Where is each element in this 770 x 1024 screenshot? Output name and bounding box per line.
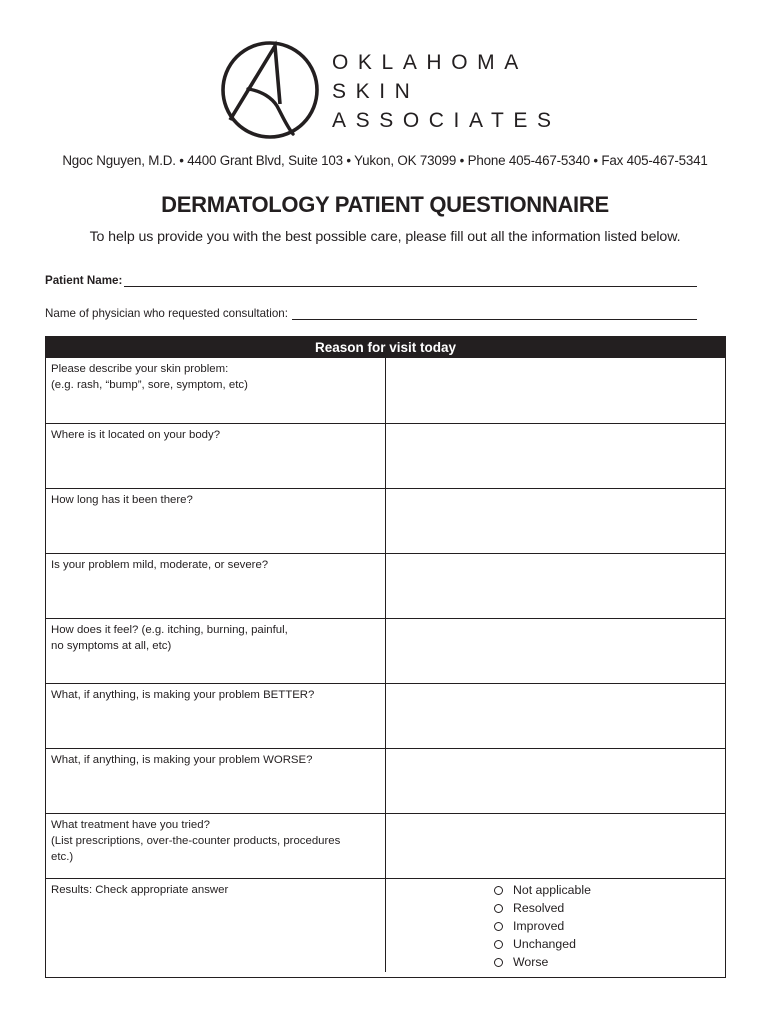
option-label: Improved: [513, 919, 565, 933]
table-row: [46, 423, 725, 488]
table-row: [46, 683, 725, 748]
answer-duration[interactable]: [386, 489, 725, 553]
practice-name-line-3: ASSOCIATES: [332, 109, 561, 132]
question-duration: How long has it been there?: [46, 489, 386, 553]
intro-text: To help us provide you with the best possible care, please fill out all the information listed below.: [89, 229, 681, 245]
option-label: Unchanged: [513, 937, 576, 951]
patient-name-field[interactable]: [45, 271, 697, 287]
table-row: [46, 813, 725, 878]
radio-circle-icon[interactable]: [494, 940, 503, 949]
table-row: [46, 748, 725, 813]
question-worse: What, if anything, is making your problem WORSE?: [46, 749, 386, 813]
answer-severity[interactable]: [386, 554, 725, 618]
patient-name-input-line[interactable]: [124, 274, 697, 287]
option-not-applicable[interactable]: [494, 881, 591, 899]
table-row: [46, 618, 725, 683]
physician-input-line[interactable]: [292, 307, 697, 320]
question-location: Where is it located on your body?: [46, 424, 386, 488]
results-answer: [386, 879, 725, 972]
practice-logo: [220, 40, 561, 140]
table-row: [46, 553, 725, 618]
physician-field[interactable]: [45, 304, 697, 320]
answer-location[interactable]: [386, 424, 725, 488]
radio-circle-icon[interactable]: [494, 886, 503, 895]
physician-label: Name of physician who requested consultation:: [45, 307, 288, 320]
table-row: [46, 358, 725, 423]
answer-worse[interactable]: [386, 749, 725, 813]
practice-name: [332, 48, 561, 135]
results-options: [494, 881, 591, 971]
table-row: [46, 878, 725, 972]
answer-treatment[interactable]: [386, 814, 725, 878]
option-resolved[interactable]: [494, 899, 591, 917]
question-feeling: How does it feel? (e.g. itching, burning, painful, no symptoms at all, etc): [46, 619, 386, 683]
circle-a-logo-icon: [220, 40, 320, 140]
question-severity: Is your problem mild, moderate, or severe?: [46, 554, 386, 618]
reason-for-visit-table: [45, 336, 726, 978]
radio-circle-icon[interactable]: [494, 958, 503, 967]
option-label: Worse: [513, 955, 549, 969]
patient-name-label: Patient Name:: [45, 274, 123, 287]
page-title: DERMATOLOGY PATIENT QUESTIONNAIRE: [161, 192, 609, 217]
results-label: Results: Check appropriate answer: [46, 879, 386, 972]
answer-better[interactable]: [386, 684, 725, 748]
option-unchanged[interactable]: [494, 935, 591, 953]
option-improved[interactable]: [494, 917, 591, 935]
option-label: Resolved: [513, 901, 565, 915]
option-worse[interactable]: [494, 953, 591, 971]
radio-circle-icon[interactable]: [494, 922, 503, 931]
contact-line: Ngoc Nguyen, M.D. • 4400 Grant Blvd, Suite 103 • Yukon, OK 73099 • Phone 405-467-5340 • Fax 405-467-5341: [62, 153, 708, 168]
table-row: [46, 488, 725, 553]
practice-name-line-2: SKIN: [332, 80, 420, 103]
question-treatment: What treatment have you tried? (List prescriptions, over-the-counter products, procedures etc.): [46, 814, 386, 878]
answer-describe-problem[interactable]: [386, 358, 725, 423]
option-label: Not applicable: [513, 883, 591, 897]
table-header: Reason for visit today: [46, 337, 725, 358]
question-better: What, if anything, is making your problem BETTER?: [46, 684, 386, 748]
question-describe-problem: Please describe your skin problem: (e.g. rash, “bump”, sore, symptom, etc): [46, 358, 386, 423]
radio-circle-icon[interactable]: [494, 904, 503, 913]
practice-name-line-1: OKLAHOMA: [332, 51, 528, 74]
answer-feeling[interactable]: [386, 619, 725, 683]
